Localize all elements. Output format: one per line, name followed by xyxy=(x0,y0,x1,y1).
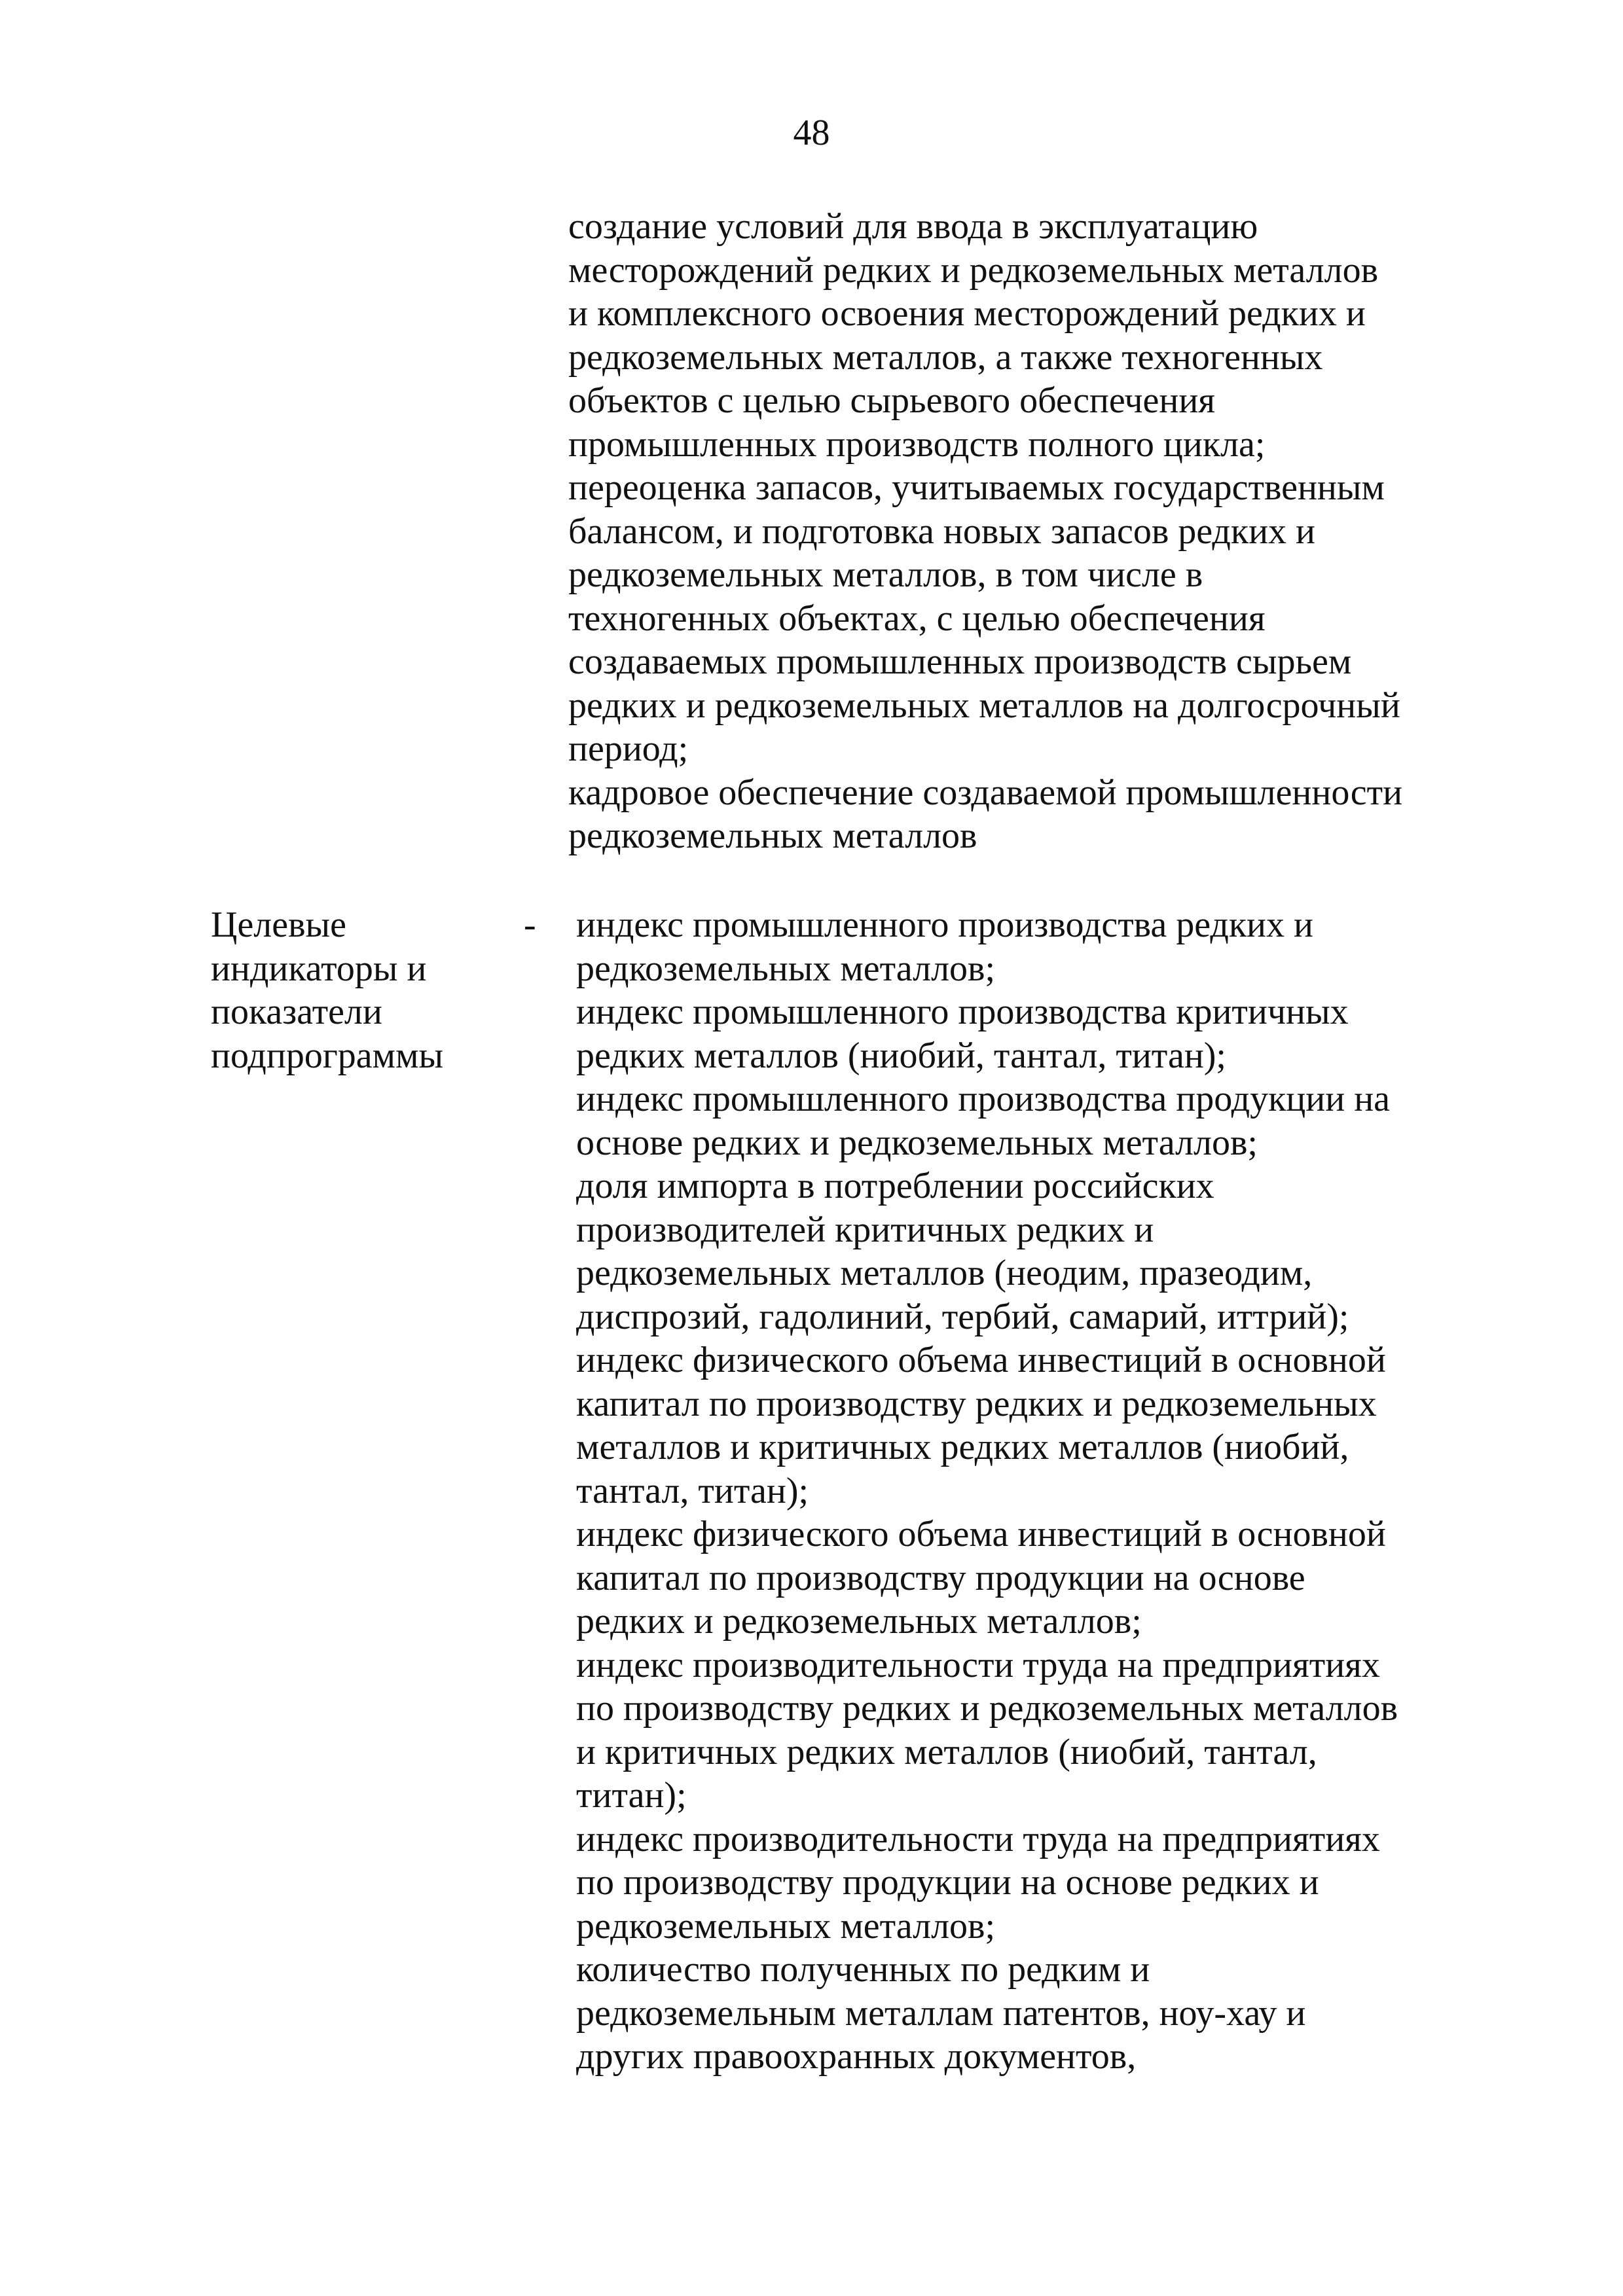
text-line: индекс производительности труда на предприятиях xyxy=(576,1818,1380,1859)
label-separator-dash: - xyxy=(524,905,536,945)
text-line: кадровое обеспечение создаваемой промышленности xyxy=(568,772,1403,813)
text-line: основе редких и редкоземельных металлов; xyxy=(576,1122,1258,1163)
text-line: индекс физического объема инвестиций в основной xyxy=(576,1340,1386,1380)
text-line: и комплексного освоения месторождений редких и xyxy=(568,293,1366,334)
label-line: подпрограммы xyxy=(211,1035,444,1076)
text-line: объектов с целью сырьевого обеспечения xyxy=(568,380,1216,421)
text-line: редкоземельных металлов, в том числе в xyxy=(568,554,1203,595)
text-line: индекс промышленного производства критичных xyxy=(576,992,1349,1032)
text-line: создаваемых промышленных производств сырьем xyxy=(568,641,1352,682)
text-line: индекс промышленного производства редких и xyxy=(576,905,1313,945)
text-line: производителей критичных редких и xyxy=(576,1209,1154,1250)
text-line: по производству редких и редкоземельных металлов xyxy=(576,1688,1398,1729)
text-line: редкоземельных металлов (неодим, празеодим, xyxy=(576,1253,1313,1293)
tasks-continuation-text xyxy=(568,205,1402,858)
text-line: создание условий для ввода в эксплуатацию xyxy=(568,206,1258,247)
text-line: капитал по производству продукции на основе xyxy=(576,1557,1305,1598)
text-line: количество полученных по редким и xyxy=(576,1949,1150,1990)
text-line: индекс физического объема инвестиций в основной xyxy=(576,1514,1386,1554)
indicators-section-label xyxy=(211,903,443,1077)
text-line: редкоземельных металлов xyxy=(568,816,977,856)
text-line: диспрозий, гадолиний, тербий, самарий, иттрий); xyxy=(576,1296,1349,1337)
text-line: период; xyxy=(568,728,689,769)
text-line: индекс производительности труда на предприятиях xyxy=(576,1644,1380,1685)
label-line: показатели xyxy=(211,992,382,1032)
text-line: редкоземельных металлов, а также техногенных xyxy=(568,336,1323,378)
text-line: редкоземельных металлов; xyxy=(576,1905,996,1946)
text-line: металлов и критичных редких металлов (ниобий, xyxy=(576,1427,1349,1467)
text-line: редких и редкоземельных металлов; xyxy=(576,1601,1142,1641)
text-line: индекс промышленного производства продукции на xyxy=(576,1079,1391,1119)
text-line: тантал, титан); xyxy=(576,1470,809,1511)
page-number: 48 xyxy=(793,113,830,153)
label-line: индикаторы и xyxy=(211,948,427,989)
text-line: месторождений редких и редкоземельных металлов xyxy=(568,249,1379,291)
text-line: переоценка запасов, учитываемых государственным xyxy=(568,467,1385,508)
text-line: по производству продукции на основе редких и xyxy=(576,1862,1319,1903)
indicators-text xyxy=(576,903,1398,2079)
text-line: редкоземельным металлам патентов, ноу-хау и xyxy=(576,1992,1306,2034)
text-line: промышленных производств полного цикла; xyxy=(568,423,1266,465)
text-line: других правоохранных документов, xyxy=(576,2036,1137,2077)
text-line: капитал по производству редких и редкоземельных xyxy=(576,1383,1377,1424)
text-line: редких и редкоземельных металлов на долгосрочный xyxy=(568,685,1400,726)
text-line: редкоземельных металлов; xyxy=(576,948,996,989)
text-line: техногенных объектах, с целью обеспечения xyxy=(568,598,1266,639)
text-line: и критичных редких металлов (ниобий, тантал, xyxy=(576,1731,1317,1772)
text-line: доля импорта в потреблении российских xyxy=(576,1166,1214,1206)
label-line: Целевые xyxy=(211,905,347,945)
text-line: редких металлов (ниобий, тантал, титан); xyxy=(576,1035,1226,1076)
text-line: титан); xyxy=(576,1775,687,1816)
text-line: балансом, и подготовка новых запасов редких и xyxy=(568,511,1316,552)
